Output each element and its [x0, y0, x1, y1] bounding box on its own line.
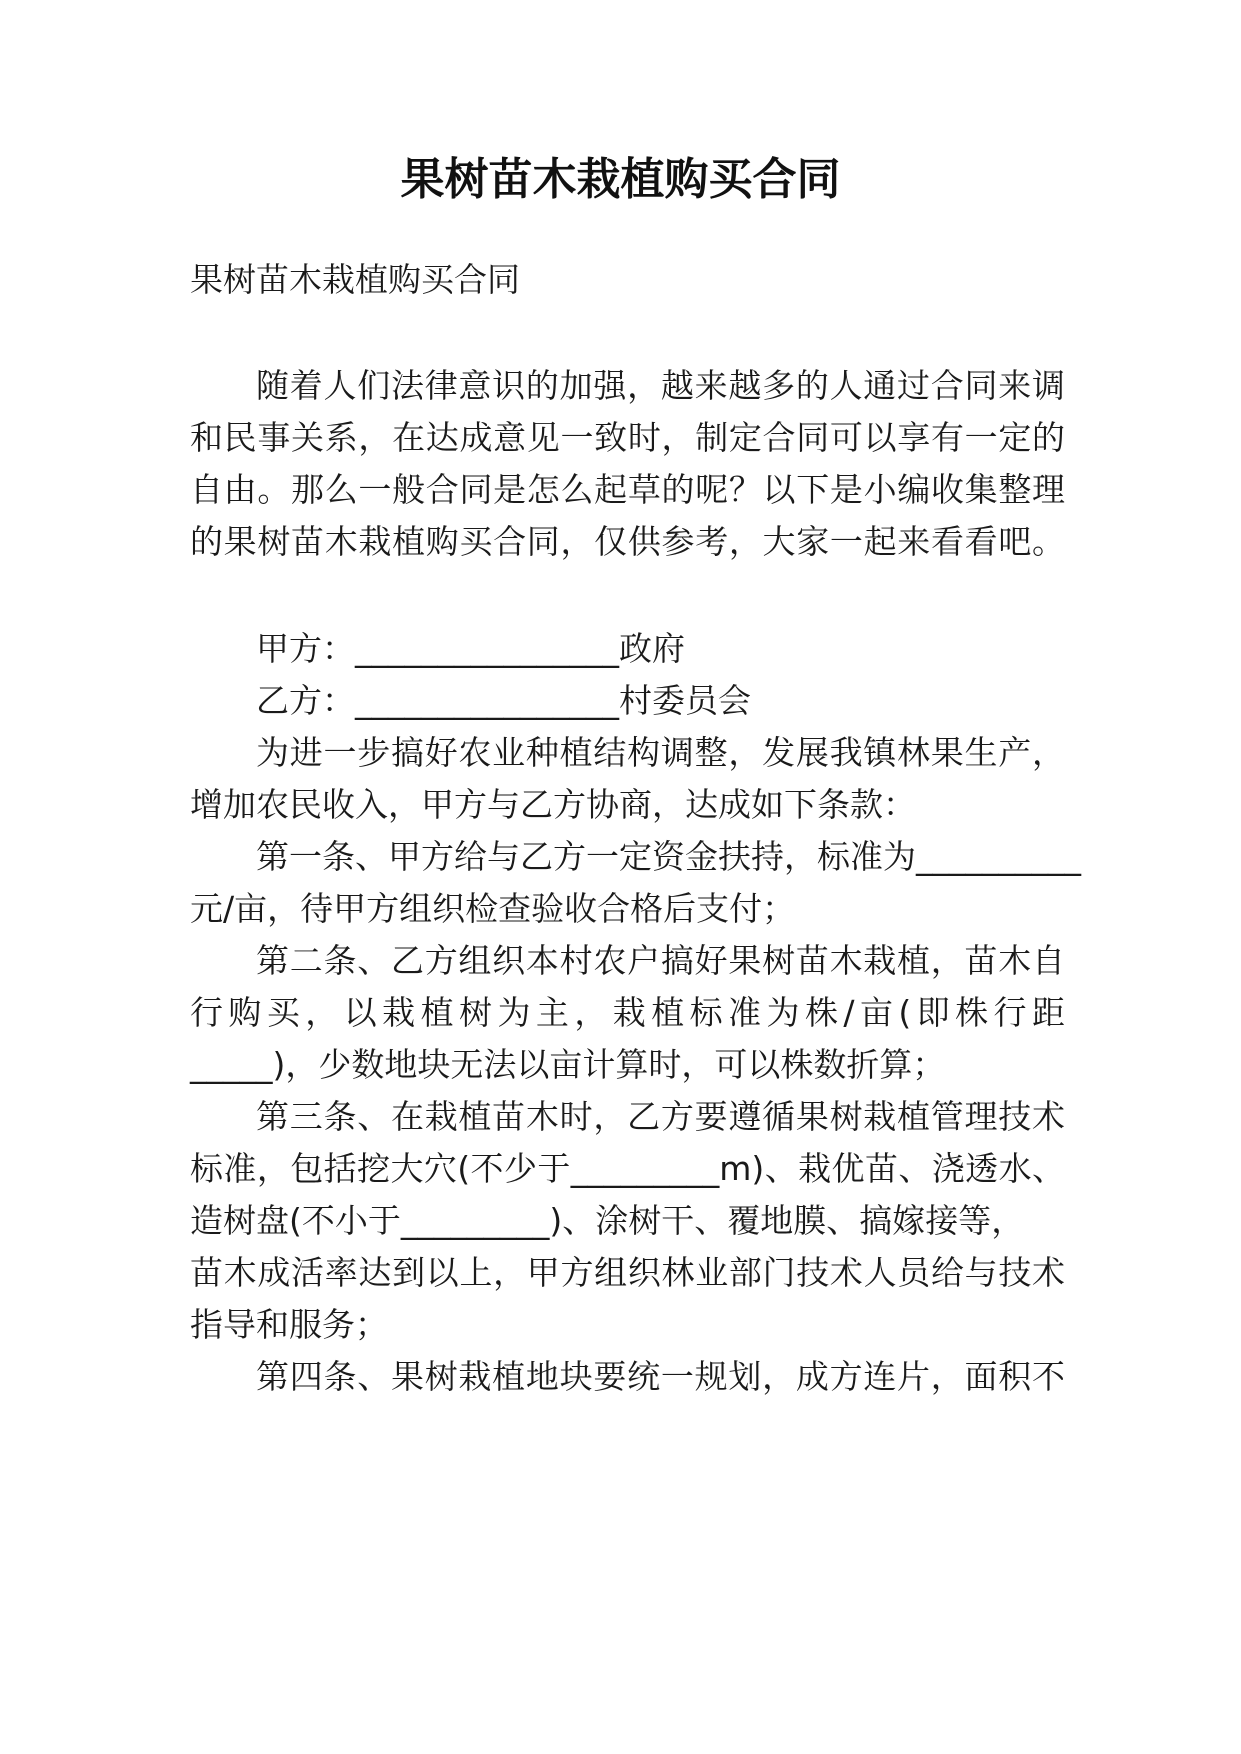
article-1-line-1: 第一条、甲方给与乙方一定资金扶持，标准为__________ — [256, 837, 1081, 876]
article-2-line-3: _____)，少数地块无法以亩计算时，可以株数折算； — [190, 1045, 946, 1084]
article-2-line-1: 第二条、乙方组织本村农户搞好果树苗木栽植，苗木自 — [256, 941, 1065, 980]
document-title: 果树苗木栽植购买合同 — [400, 154, 841, 205]
article-2-line-2: 行购买，以栽植树为主，栽植标准为株/亩(即株行距 — [190, 993, 1065, 1032]
article-4-line-1: 第四条、果树栽植地块要统一规划，成方连片，面积不 — [256, 1357, 1065, 1396]
article-3-line-2: 标准，包括挖大穴(不少于_________m)、栽优苗、浇透水、 — [190, 1149, 1065, 1188]
intro-line-3: 自由。那么一般合同是怎么起草的呢？以下是小编收集整理 — [190, 470, 1065, 509]
article-3-line-3: 造树盘(不小于_________)、涂树干、覆地膜、搞嫁接等， — [190, 1201, 1025, 1240]
article-1-line-2: 元/亩，待甲方组织检查验收合格后支付； — [190, 889, 796, 928]
document-subtitle: 果树苗木栽植购买合同 — [190, 260, 520, 299]
intro-line-4: 的果树苗木栽植购买合同，仅供参考，大家一起来看看吧。 — [190, 522, 1065, 561]
intro-line-1: 随着人们法律意识的加强，越来越多的人通过合同来调 — [256, 366, 1065, 405]
preamble-line-1: 为进一步搞好农业种植结构调整，发展我镇林果生产， — [256, 733, 1065, 772]
article-3-line-1: 第三条、在栽植苗木时，乙方要遵循果树栽植管理技术 — [256, 1097, 1065, 1136]
preamble-line-2: 增加农民收入，甲方与乙方协商，达成如下条款： — [190, 785, 916, 824]
article-3-line-4: 苗木成活率达到以上，甲方组织林业部门技术人员给与技术 — [190, 1253, 1065, 1292]
intro-line-2: 和民事关系，在达成意见一致时，制定合同可以享有一定的 — [190, 418, 1065, 457]
party-a-line: 甲方：________________政府 — [256, 629, 685, 668]
article-3-line-5: 指导和服务； — [190, 1305, 388, 1344]
party-b-line: 乙方：________________村委员会 — [256, 681, 751, 720]
